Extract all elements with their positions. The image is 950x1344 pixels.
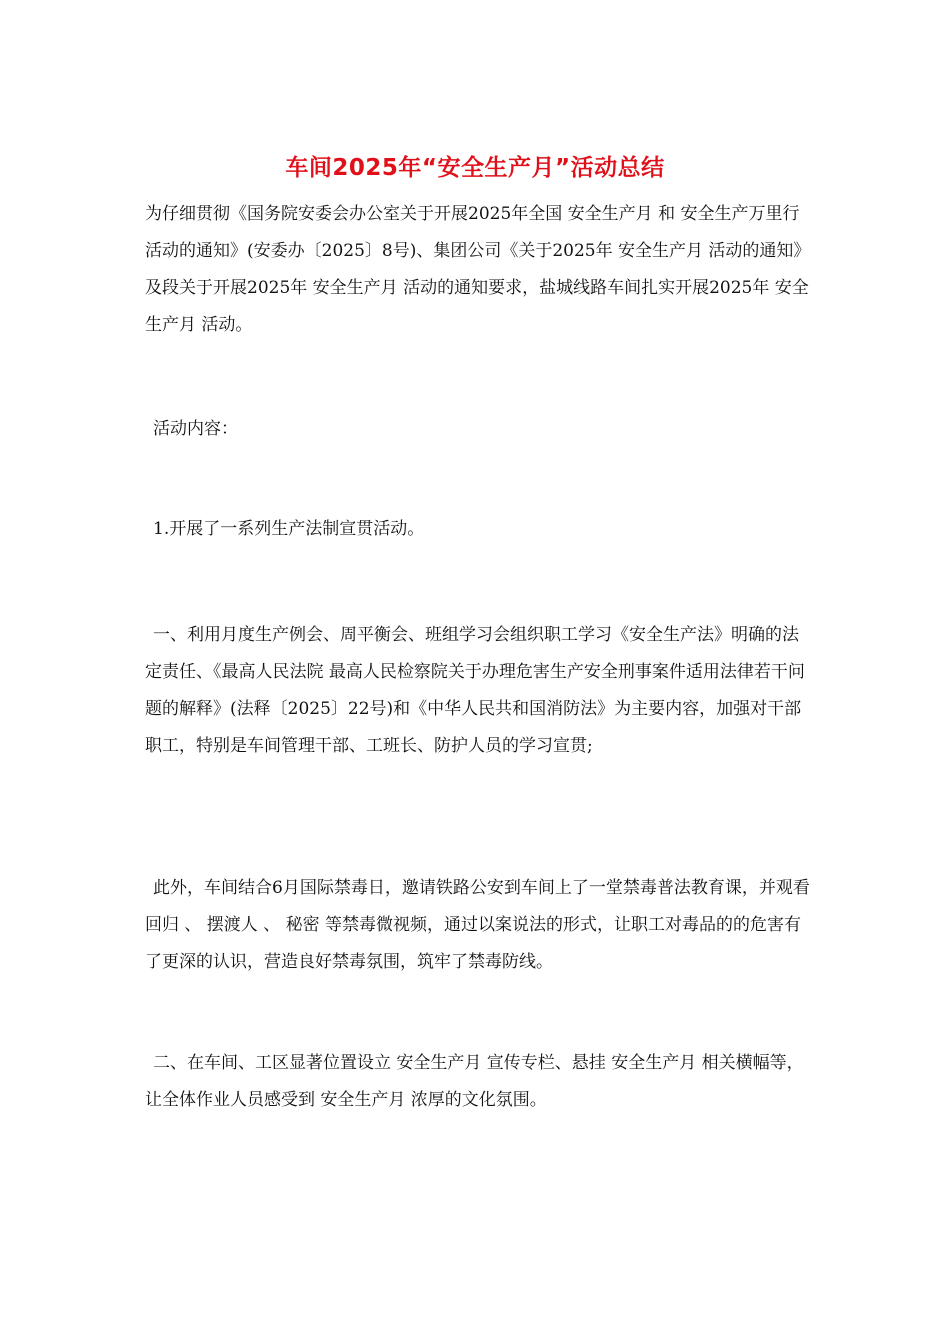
activity-content-heading: 活动内容： [153,419,238,439]
item-1-heading: 1.开展了一系列生产法制宣贯活动。 [153,519,425,539]
section-two-paragraph: 二、在车间、工区显著位置设立 安全生产月 宣传专栏、悬挂 安全生产月 相关横幅等，让全体作业人员感受到 安全生产月 浓厚的文化氛围。 [145,1053,804,1110]
document-title: 车间2025年“安全生产月”活动总结 [285,155,665,181]
anti-drug-paragraph: 此外，车间结合6月国际禁毒日，邀请铁路公安到车间上了一堂禁毒普法教育课，并观看 回归 、 摆渡人 、 秘密 等禁毒微视频，通过以案说法的形式，让职工对毒品的的危害有了更深的认识，营造良好禁毒氛围，筑牢了禁毒防线。 [145,878,810,972]
section-one-paragraph: 一、利用月度生产例会、周平衡会、班组学习会组织职工学习《安全生产法》明确的法定责任、《最高人民法院 最高人民检察院关于办理危害生产安全刑事案件适用法律若干问题的解释》(法释〔2025〕22号)和《中华人民共和国消防法》为主要内容，加强对干部职工，特别是车间管理干部、工班长、防护人员的学习宣贯; [145,625,805,756]
intro-paragraph: 为仔细贯彻《国务院安委会办公室关于开展2025年全国 安全生产月 和 安全生产万里行 活动的通知》(安委办〔2025〕8号)、集团公司《关于2025年 安全生产月 活动的通知》及段关于开展2025年 安全生产月 活动的通知要求，盐城线路车间扎实开展2025年 安全生产月 活动。 [145,204,809,335]
